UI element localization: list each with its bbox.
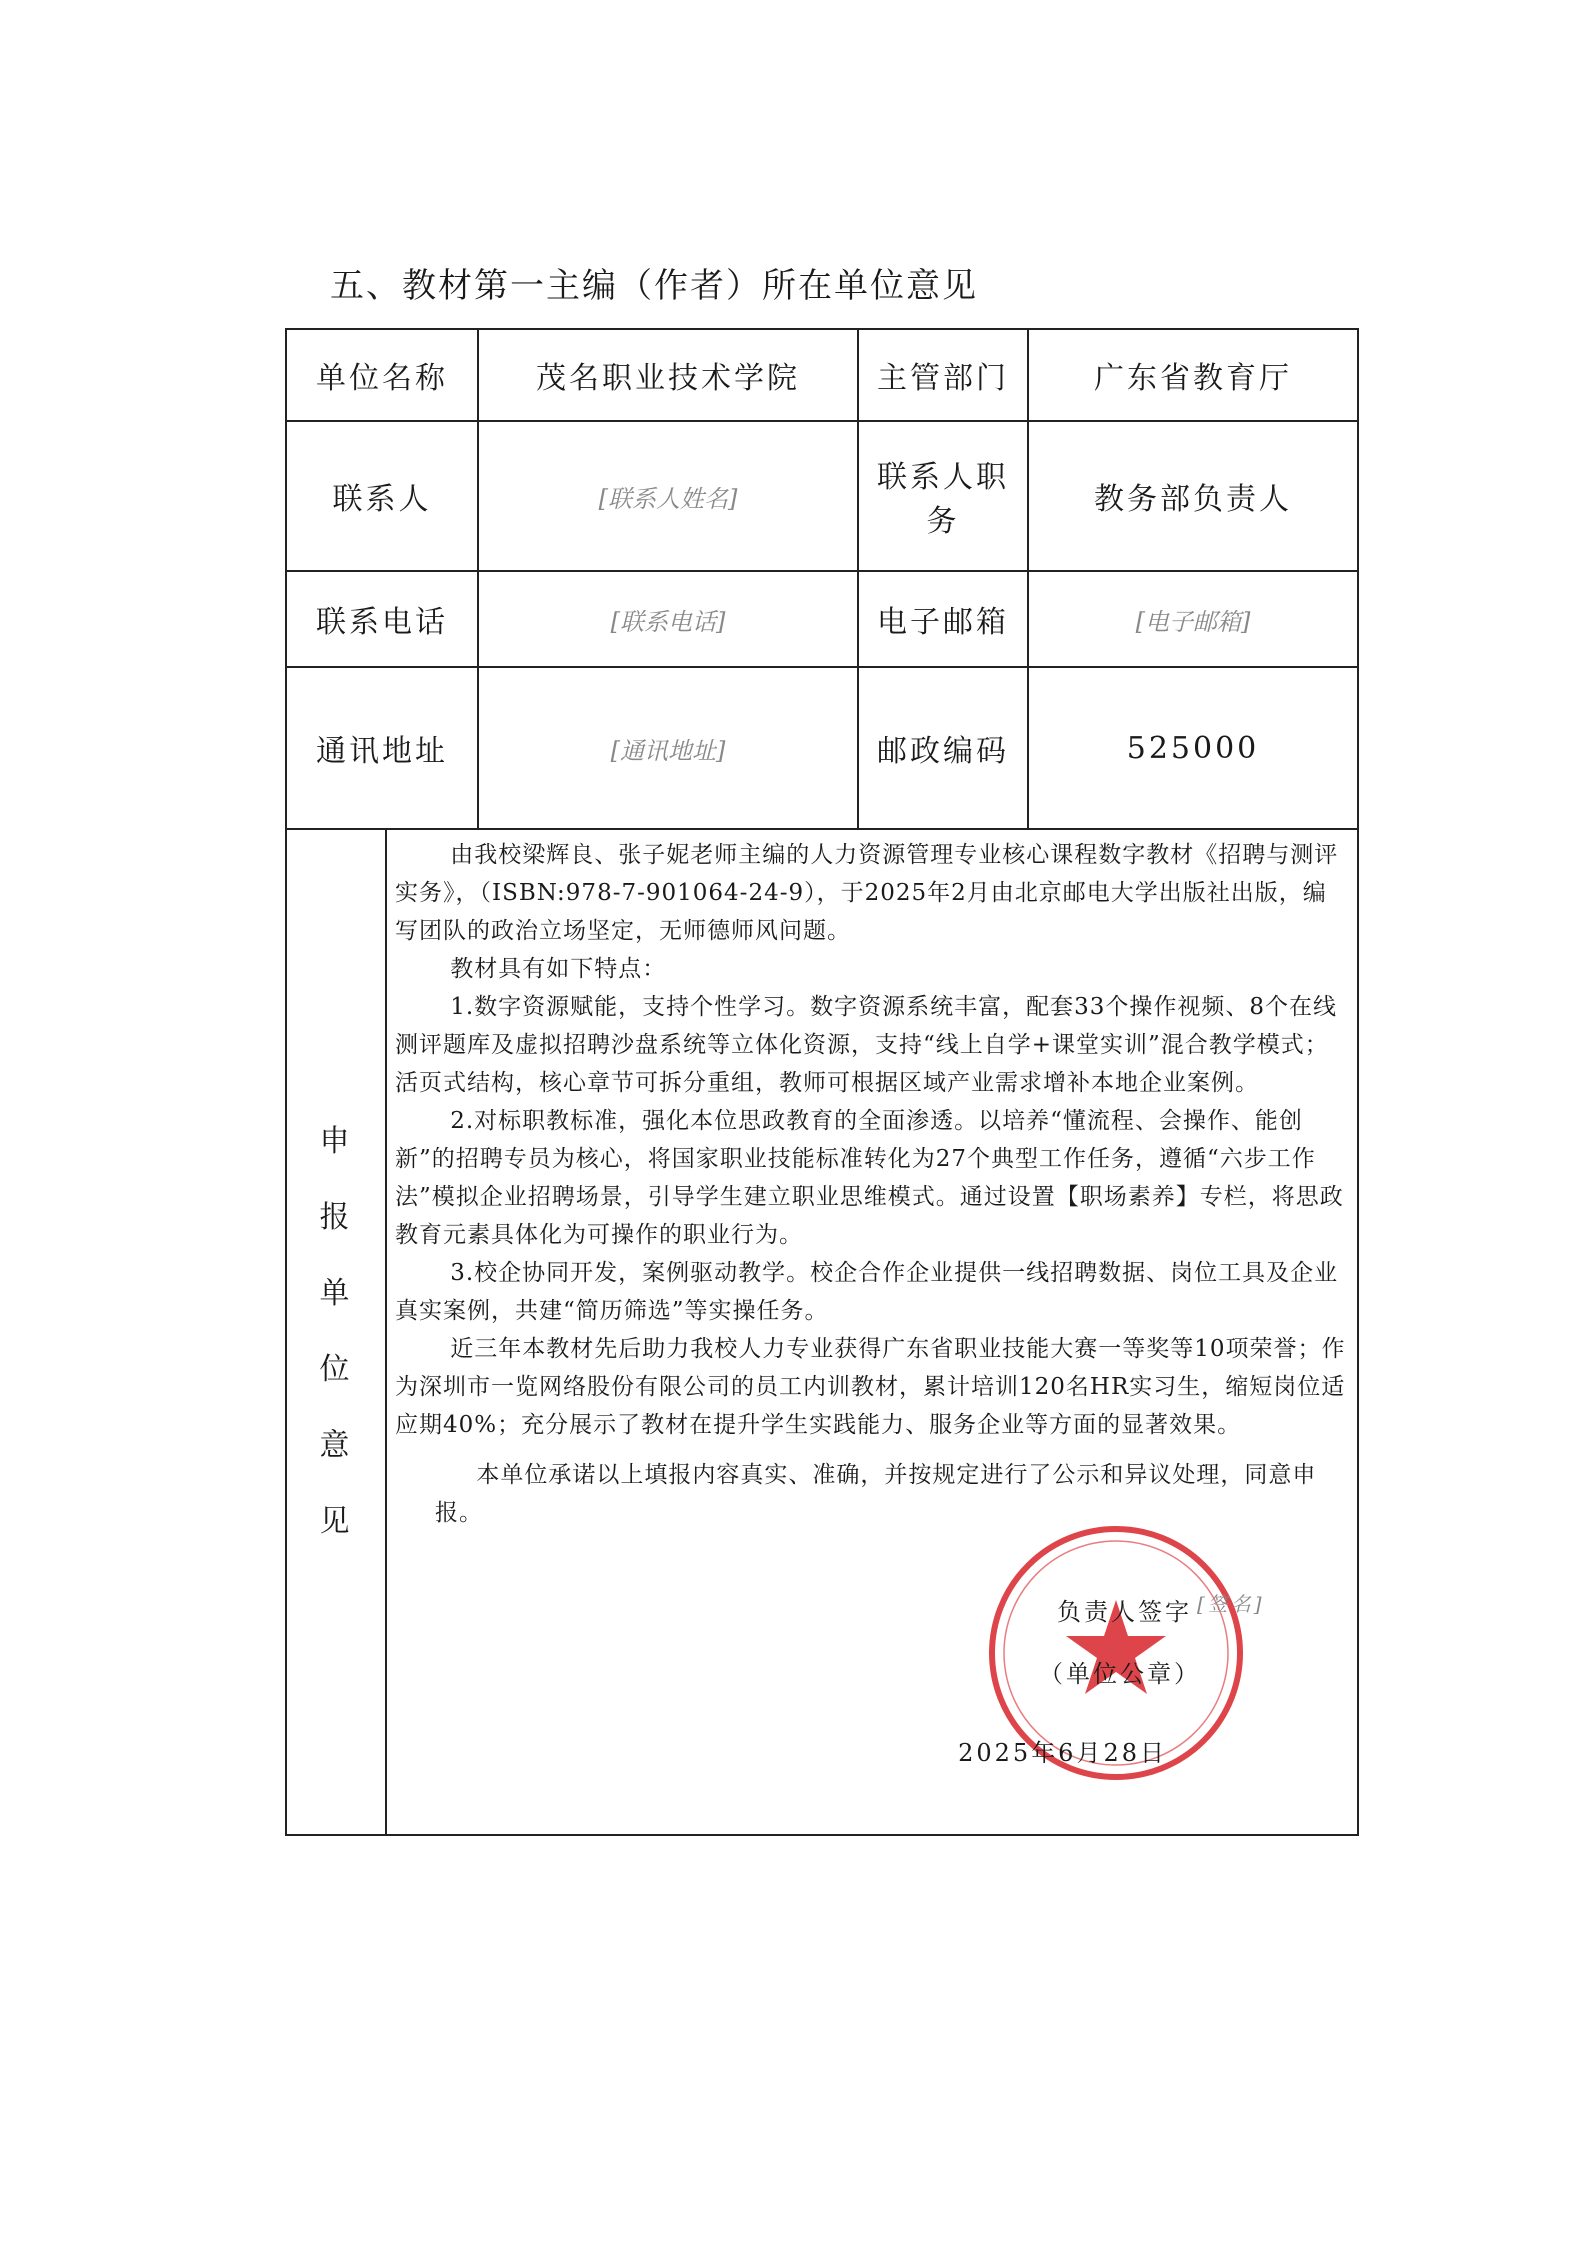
side-char: 位 — [319, 1352, 353, 1387]
row-contact — [286, 421, 1358, 571]
side-char: 报 — [319, 1200, 353, 1235]
phone-value: [联系电话] — [478, 571, 858, 667]
position-value: 教务部负责人 — [1028, 421, 1358, 571]
row-phone — [286, 571, 1358, 667]
email-value: [电子邮箱] — [1028, 571, 1358, 667]
opinion-side-label — [286, 829, 386, 1835]
side-char: 意 — [319, 1428, 353, 1463]
dept-label: 主管部门 — [858, 329, 1028, 421]
dept-value: 广东省教育厅 — [1028, 329, 1358, 421]
opinion-paragraph: 3.校企协同开发，案例驱动教学。校企合作企业提供一线招聘数据、岗位工具及企业真实案例，共建“简历筛选”等实操任务。 — [395, 1260, 1339, 1324]
row-address — [286, 667, 1358, 829]
signature-area — [897, 1554, 1337, 1774]
row-opinion — [286, 829, 1358, 1835]
signing-date: 2025年6月28日 — [958, 1739, 1167, 1767]
side-char: 申 — [319, 1124, 353, 1159]
opinion-paragraph: 2.对标职教标准，强化本位思政教育的全面渗透。以培养“懂流程、会操作、能创新”的招聘专员为核心，将国家职业技能标准转化为27个典型工作任务，遵循“六步工作法”模拟企业招聘场景，引导学生建立职业思维模式。通过设置【职场素养】专栏，将思政教育元素具体化为可操作的职业行为。 — [395, 1108, 1344, 1248]
address-label: 通讯地址 — [286, 667, 478, 829]
signer-label: 负责人签字 — [1057, 1598, 1192, 1626]
contact-label: 联系人 — [286, 421, 478, 571]
phone-label: 联系电话 — [286, 571, 478, 667]
opinion-form-table — [285, 328, 1359, 1836]
page-title: 五、教材第一主编（作者）所在单位意见 — [330, 266, 978, 306]
opinion-paragraph: 由我校梁辉良、张子妮老师主编的人力资源管理专业核心课程数字教材《招聘与测评实务》，（ISBN:978-7-901064-24-9），于2025年2月由北京邮电大学出版社出版，编写团队的政治立场坚定，无师德师风问题。 — [395, 842, 1339, 944]
unit-value: 茂名职业技术学院 — [478, 329, 858, 421]
opinion-paragraph: 近三年本教材先后助力我校人力专业获得广东省职业技能大赛一等奖等10项荣誉；作为深圳市一览网络股份有限公司的员工内训教材，累计培训120名HR实习生，缩短岗位适应期40%；充分展示了教材在提升学生实践能力、服务企业等方面的显著效果。 — [395, 1336, 1346, 1438]
opinion-paragraph: 教材具有如下特点： — [450, 956, 667, 982]
unit-label: 单位名称 — [286, 329, 478, 421]
opinion-paragraph: 1.数字资源赋能，支持个性学习。数字资源系统丰富，配套33个操作视频、8个在线测评题库及虚拟招聘沙盘系统等立体化资源，支持“线上自学+课堂实训”混合教学模式；活页式结构，核心章节可拆分重组，教师可根据区域产业需求增补本地企业案例。 — [395, 994, 1338, 1096]
email-label: 电子邮箱 — [858, 571, 1028, 667]
position-label: 联系人职务 — [858, 421, 1028, 571]
postcode-value: 525000 — [1028, 667, 1358, 829]
contact-value: [联系人姓名] — [478, 421, 858, 571]
postcode-label: 邮政编码 — [858, 667, 1028, 829]
seal-label: （单位公章） — [1039, 1660, 1201, 1688]
row-unit — [286, 329, 1358, 421]
address-value: [通讯地址] — [478, 667, 858, 829]
commitment-paragraph: 本单位承诺以上填报内容真实、准确，并按规定进行了公示和异议处理，同意申报。 — [435, 1462, 1317, 1526]
side-char: 见 — [319, 1504, 353, 1539]
opinion-body — [386, 829, 1358, 1835]
signature-placeholder: [签名] — [1197, 1592, 1265, 1616]
side-char: 单 — [319, 1276, 353, 1311]
